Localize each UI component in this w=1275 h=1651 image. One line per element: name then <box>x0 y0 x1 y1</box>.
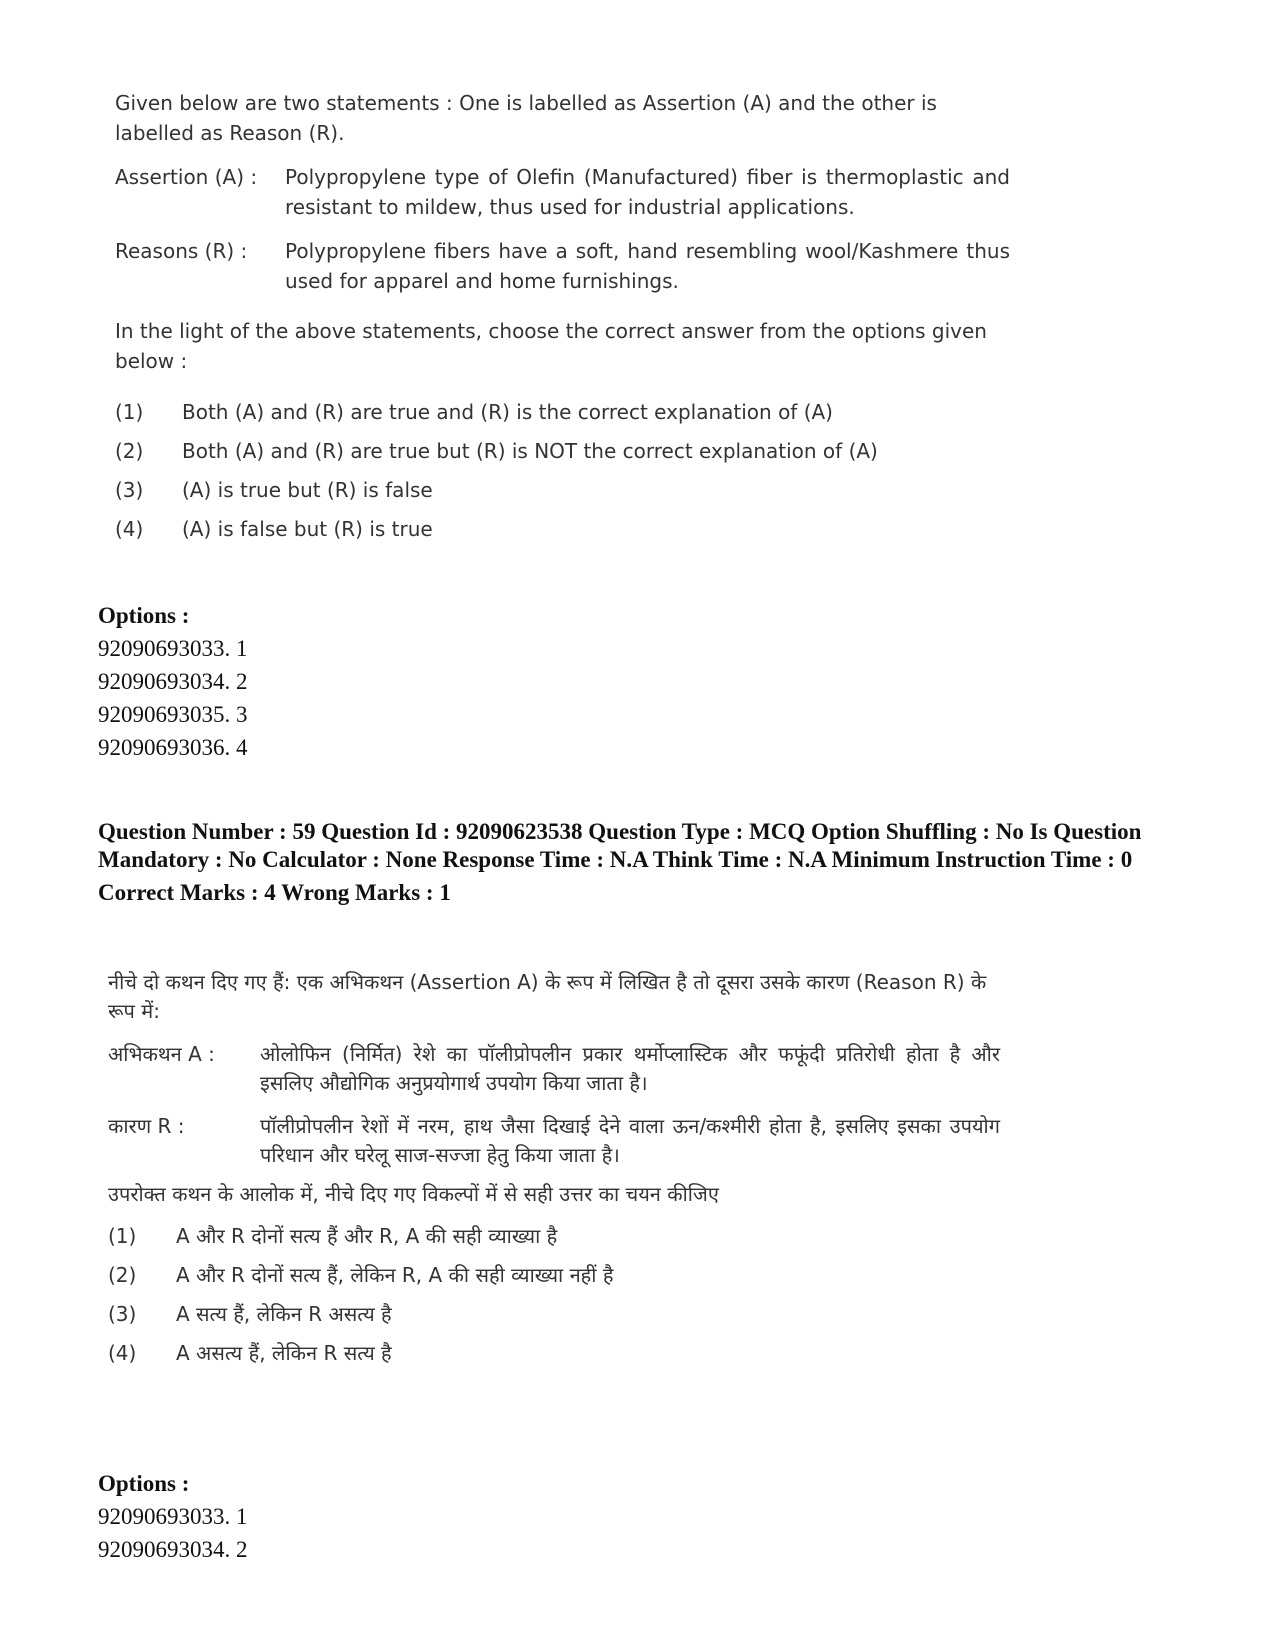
question-hindi <box>108 968 1008 1373</box>
option-item: 92090693035. 3 <box>98 702 248 727</box>
answer-choice <box>108 1256 1008 1295</box>
choice-text: A असत्य हैं, लेकिन R सत्य है <box>176 1341 392 1365</box>
question-info: Question Number : 59 Question Id : 92090623538 Question Type : MCQ Option Shuffling : No Is Question Mandatory : No Calculator : None Response Time : N.A Think Time : N.A Minimum Instruction Time : 0 <box>98 819 1142 872</box>
choice-number: (4) <box>108 1341 137 1365</box>
choice-number: (2) <box>115 438 144 463</box>
reason-text: पॉलीप्रोपलीन रेशों में नरम, हाथ जैसा दिखाई देने वाला ऊन/कश्मीरी होता है, इसलिए इसका उपयोग परिधान और घरेलू साज-सज्जा हेतु किया जाता है। <box>260 1114 1000 1167</box>
option-item: 92090693033. 1 <box>98 636 248 661</box>
assertion-label: Assertion (A) : <box>115 165 258 189</box>
reason-label: कारण R : <box>108 1114 185 1138</box>
choice-text: (A) is false but (R) is true <box>182 516 433 541</box>
answer-choice <box>115 470 1015 509</box>
option-item: 92090693034. 2 <box>98 669 248 694</box>
answer-choices <box>108 1217 1008 1373</box>
option-item: 92090693033. 1 <box>98 1504 248 1529</box>
question-marks: Correct Marks : 4 Wrong Marks : 1 <box>98 880 451 905</box>
answer-choice <box>108 1295 1008 1334</box>
choice-number: (4) <box>115 516 144 541</box>
question-intro: Given below are two statements : One is labelled as Assertion (A) and the other is labelled as Reason (R). <box>115 91 937 145</box>
answer-choices <box>115 392 1015 548</box>
question-english <box>115 88 1015 548</box>
question-lead: उपरोक्त कथन के आलोक में, नीचे दिए गए विकल्पों में से सही उत्तर का चयन कीजिए <box>108 1182 719 1206</box>
choice-text: Both (A) and (R) are true and (R) is the correct explanation of (A) <box>182 399 833 424</box>
answer-choice <box>108 1217 1008 1256</box>
options-list <box>98 1468 248 1566</box>
assertion-statement <box>115 162 1015 222</box>
question-metadata <box>98 818 1188 907</box>
assertion-label: अभिकथन A : <box>108 1042 215 1066</box>
choice-number: (1) <box>115 399 144 424</box>
answer-choice <box>115 392 1015 431</box>
choice-number: (3) <box>115 477 144 502</box>
answer-choice <box>115 431 1015 470</box>
choice-number: (3) <box>108 1302 137 1326</box>
choice-text: A सत्य हैं, लेकिन R असत्य है <box>176 1302 392 1326</box>
reason-statement <box>108 1112 1008 1170</box>
choice-number: (1) <box>108 1224 137 1248</box>
choice-number: (2) <box>108 1263 137 1287</box>
choice-text: (A) is true but (R) is false <box>182 477 433 502</box>
option-item: 92090693034. 2 <box>98 1537 248 1562</box>
assertion-statement <box>108 1040 1008 1098</box>
reason-statement <box>115 236 1015 296</box>
question-lead: In the light of the above statements, choose the correct answer from the options given below : <box>115 319 987 373</box>
choice-text: A और R दोनों सत्य हैं और R, A की सही व्याख्या है <box>176 1224 558 1248</box>
options-heading: Options : <box>98 1471 190 1496</box>
reason-label: Reasons (R) : <box>115 239 248 263</box>
option-item: 92090693036. 4 <box>98 735 248 760</box>
choice-text: A और R दोनों सत्य हैं, लेकिन R, A की सही व्याख्या नहीं है <box>176 1263 614 1287</box>
options-list <box>98 600 248 764</box>
choice-text: Both (A) and (R) are true but (R) is NOT the correct explanation of (A) <box>182 438 878 463</box>
assertion-text: Polypropylene type of Olefin (Manufactured) fiber is thermoplastic and resistant to mildew, thus used for industrial applications. <box>285 165 1010 219</box>
answer-choice <box>115 509 1015 548</box>
answer-choice <box>108 1334 1008 1373</box>
assertion-text: ओलोफिन (निर्मित) रेशे का पॉलीप्रोपलीन प्रकार थर्मोप्लास्टिक और फफूंदी प्रतिरोधी होता है और इसलिए औद्योगिक अनुप्रयोगार्थ उपयोग किया जाता है। <box>260 1042 1000 1095</box>
options-heading: Options : <box>98 603 190 628</box>
reason-text: Polypropylene fibers have a soft, hand resembling wool/Kashmere thus used for apparel and home furnishings. <box>285 239 1010 293</box>
question-intro: नीचे दो कथन दिए गए हैं: एक अभिकथन (Assertion A) के रूप में लिखित है तो दूसरा उसके कारण (Reason R) के रूप में: <box>108 970 987 1023</box>
